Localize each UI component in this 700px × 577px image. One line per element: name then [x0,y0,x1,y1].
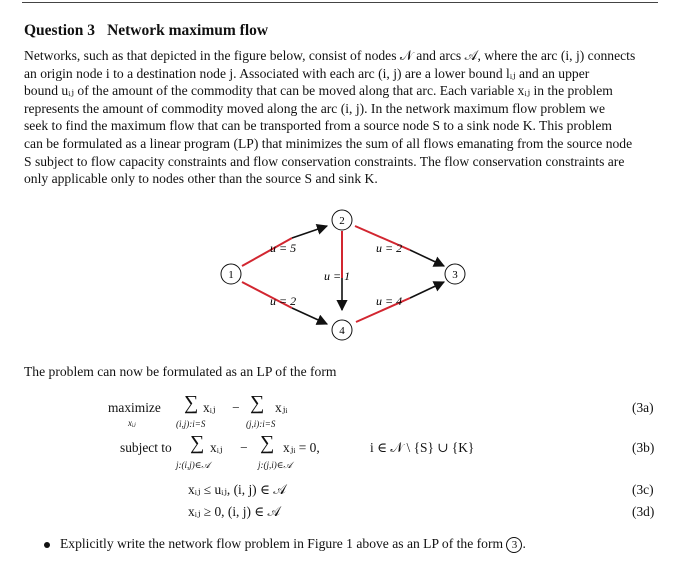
constraint-nonnegativity: xᵢⱼ ≥ 0, (i, j) ∈ 𝒜 [188,504,281,519]
arc-label-1-2: u = 5 [270,241,297,255]
eq-label-3d: (3d) [632,504,655,519]
node-label: 2 [339,215,345,227]
bullet-item [44,536,526,553]
obj-var-1: xᵢⱼ [203,400,216,415]
node-label: 1 [228,269,234,281]
intro-line: bound uᵢⱼ of the amount of the commodity that can be moved along that arc. Each variable xᵢⱼ in the problem [24,83,613,99]
c1-condition: i ∈ 𝒩 \ {S} ∪ {K} [370,440,475,455]
bullet-dot [44,542,50,548]
obj-var-2: xⱼᵢ [275,400,288,415]
c1-var-2: xⱼᵢ = 0, [283,440,320,455]
section-number: Question 3 [24,22,96,39]
intro-paragraph [24,47,656,188]
arc-label-2-4: u = 1 [324,269,351,283]
node-1 [221,264,241,284]
lp-intro: The problem can now be formulated as an LP of the form [24,364,337,379]
node-2 [332,210,352,230]
eq-label-3c: (3c) [632,482,654,497]
subject-to-keyword: subject to [120,440,172,455]
eq-label-3b: (3b) [632,440,655,455]
c1-minus: − [240,440,248,455]
c1-sum-2-subscript: j:(j,i)∈𝒜 [258,460,292,470]
node-3 [445,264,465,284]
node-label: 3 [452,269,458,281]
intro-line: can be formulated as a linear program (LP) that minimizes the sum of all flows emanating from the source node [24,135,633,151]
node-4 [332,320,352,340]
sum-symbol: ∑ [184,392,199,414]
network-figure [200,200,480,350]
maximize-subscript: xᵢⱼ [128,418,136,428]
intro-line: an origin node i to a destination node j. Associated with each arc (i, j) are a lower bound lᵢⱼ and an upper [24,65,590,81]
equation-reference-link[interactable]: 3 [506,537,522,553]
arc-label-4-3: u = 4 [376,294,403,308]
intro-line: seek to find the maximum flow that can be transported from a source node S to a sink node K. This problem [24,118,612,134]
eq-label-3a: (3a) [632,400,654,415]
intro-line: S subject to flow capacity constraints and flow conservation constraints. The flow conservation constraints are [24,153,625,169]
arc-label-1-4: u = 2 [270,294,297,308]
arc-label-2-3: u = 2 [376,241,403,255]
obj-sum-2-subscript: (j,i):i=S [246,419,276,429]
intro-line: only applicable only to nodes other than the source S and sink K. [24,171,378,187]
bullet-text: Explicitly write the network flow problem in Figure 1 above as an LP of the form [60,536,504,551]
c1-sum-1-subscript: j:(i,j)∈𝒜 [176,460,210,470]
obj-sum-1-subscript: (i,j):i=S [176,419,206,429]
section-title: Network maximum flow [107,22,269,39]
lp-formulation [0,390,700,530]
intro-line: Networks, such as that depicted in the figure below, consist of nodes 𝒩 and arcs 𝒜, where the arc (i, j) connects [24,48,636,63]
constraint-capacity: xᵢⱼ ≤ uᵢⱼ, (i, j) ∈ 𝒜 [188,482,286,497]
obj-minus: − [232,400,240,415]
sum-symbol: ∑ [190,432,205,454]
section-heading [24,22,268,40]
top-rule [22,2,658,3]
sum-symbol: ∑ [250,392,265,414]
maximize-keyword: maximize [108,400,161,415]
bullet-tail: . [522,536,526,551]
sum-symbol: ∑ [260,432,275,454]
node-label: 4 [339,325,345,337]
intro-line: represents the amount of commodity moved along the arc (i, j). In the network maximum flow problem we [24,100,605,116]
c1-var-1: xᵢⱼ [210,440,223,455]
